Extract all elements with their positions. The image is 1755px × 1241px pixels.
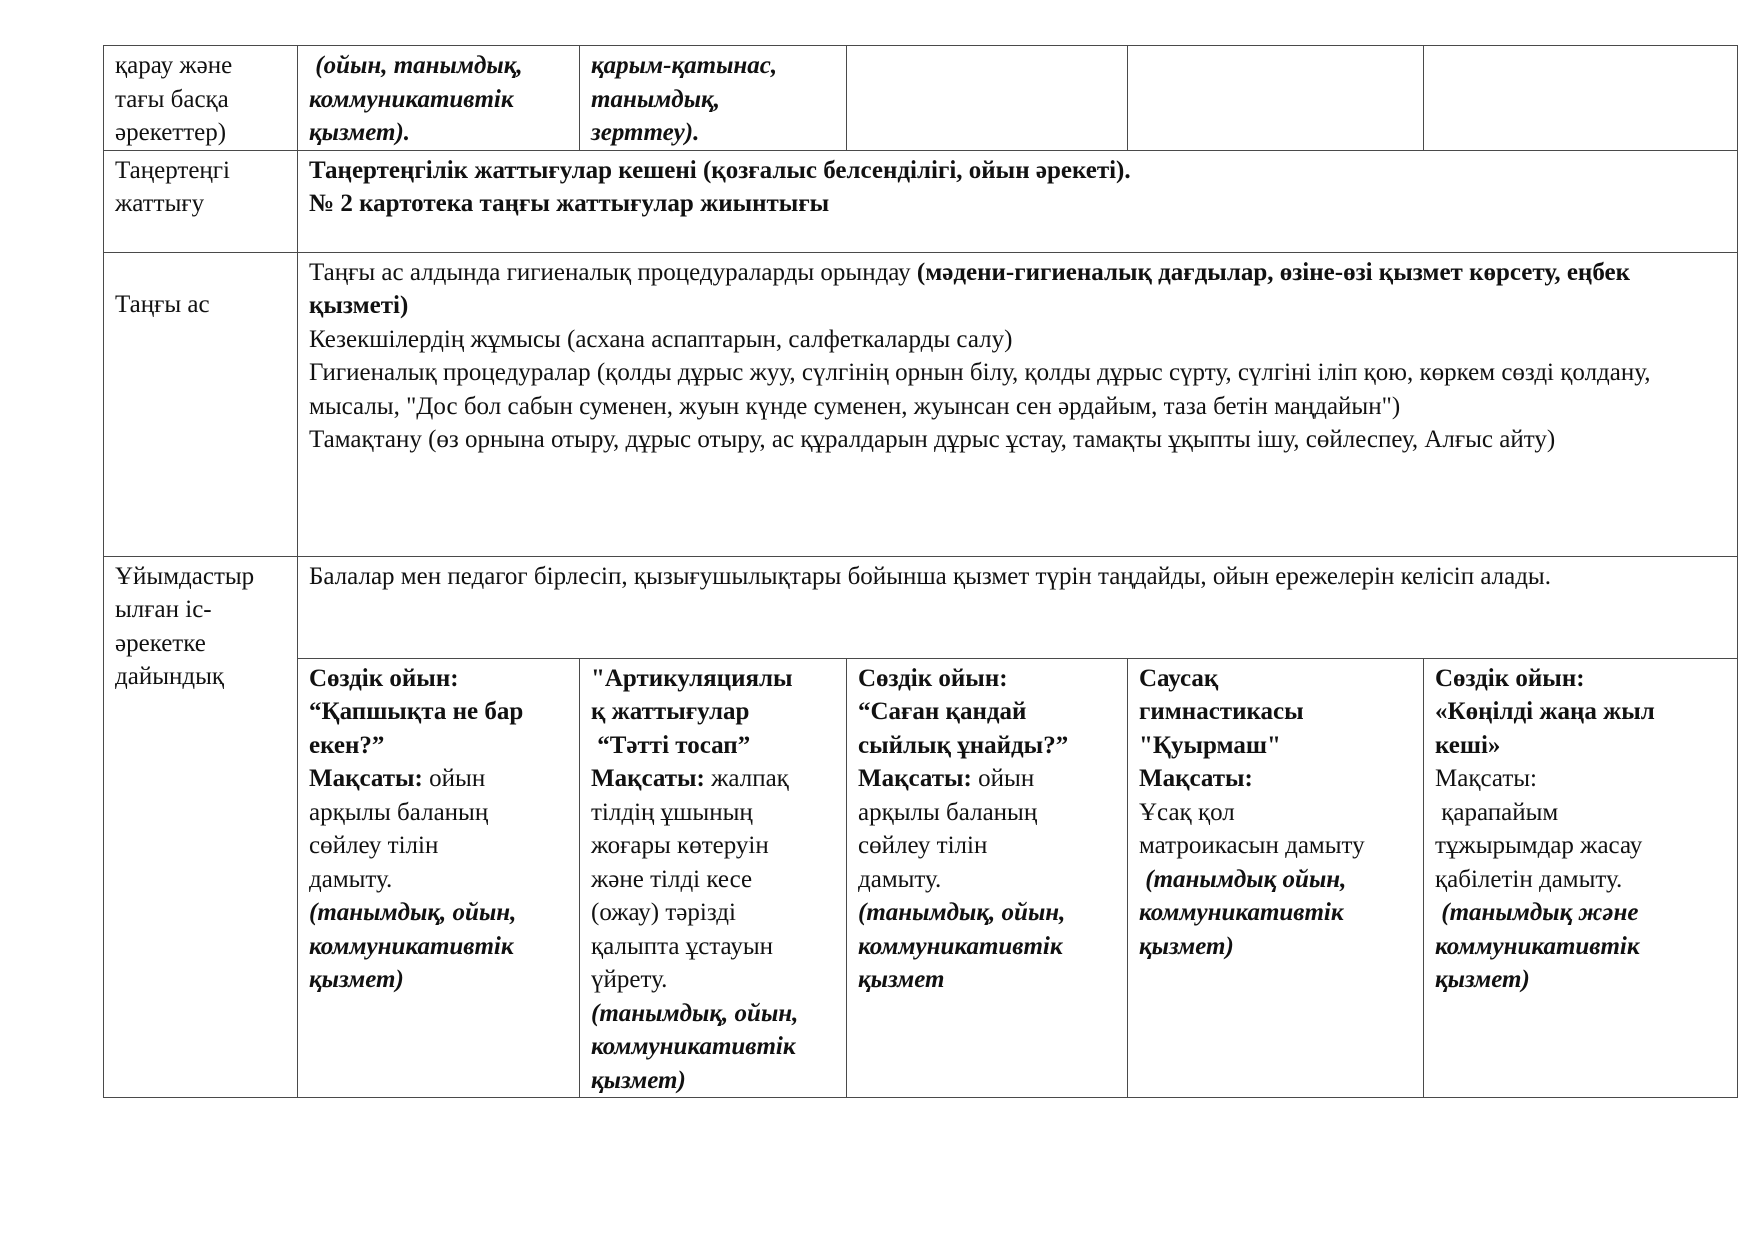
aim-line: үйрету. bbox=[591, 966, 668, 993]
activity-tag-line: коммуникативтік bbox=[858, 932, 1063, 960]
activity-tag-line: қызмет) bbox=[309, 966, 404, 993]
game-title-line: "Артикуляциялы bbox=[591, 664, 793, 692]
game-title-line: Сөздік ойын: bbox=[858, 664, 1008, 692]
aim-line: қабілетін дамыту. bbox=[1435, 865, 1623, 893]
day-cell-4 bbox=[1128, 658, 1424, 1098]
activity-line: зерттеу). bbox=[591, 119, 700, 146]
aim-line bbox=[858, 762, 1116, 796]
label-line: дайындық bbox=[115, 663, 225, 690]
activity-cell-2 bbox=[580, 46, 847, 151]
activity-line: коммуникативтік bbox=[309, 85, 514, 113]
label-line: әрекеттер) bbox=[115, 119, 227, 146]
aim-line: және тілді кесе bbox=[591, 865, 753, 893]
label-line: Ұйымдастыр bbox=[115, 562, 255, 590]
activity-cell-1 bbox=[298, 46, 580, 151]
aim-line: жоғары көтеруін bbox=[591, 832, 769, 859]
exercise-complex-text: Таңертеңгілік жаттығулар кешені (қозғалыс белсенділігі, ойын әрекеті). bbox=[309, 156, 1131, 184]
row-label-organized-activity bbox=[104, 556, 298, 1098]
activity-tag-line: қызмет) bbox=[1139, 932, 1234, 960]
activity-tag-line: қызмет) bbox=[1435, 966, 1530, 993]
game-title-line: гимнастикасы bbox=[1139, 698, 1304, 725]
hygiene-skills-text: (мәдени-гигиеналық дағдылар, өзіне-өзі қызмет көрсету, еңбек қызметі) bbox=[309, 258, 1631, 319]
hygiene-procedures-text: Гигиеналық процедуралар (қолды дұрыс жуу, сүлгінің орнын білу, қолды дұрыс сүрту, сүлгіні іліп қою, көркем сөзді қолдану, мысалы, "Дос бол сабын суменен, жуын күнде суменен, жуынсан сен әрдайым, таза бетін маңдайын") bbox=[309, 359, 1651, 420]
aim-line: Ұсақ қол bbox=[1139, 798, 1235, 826]
aim-label: Мақсаты: bbox=[591, 765, 705, 792]
aim-line: тұжырымдар жасау bbox=[1435, 832, 1643, 859]
activity-tag-line: (танымдық, ойын, bbox=[591, 999, 799, 1027]
row-label-activities bbox=[104, 46, 298, 151]
breakfast-content bbox=[298, 252, 1738, 556]
game-title-line: Сөздік ойын: bbox=[309, 664, 459, 692]
game-title-line: Саусақ bbox=[1139, 664, 1219, 692]
activity-tag-line: коммуникативтік bbox=[309, 932, 514, 960]
activity-tag-line: коммуникативтік bbox=[1435, 932, 1640, 960]
activity-line: (ойын, танымдық, bbox=[309, 52, 523, 79]
label-line: жаттығу bbox=[115, 190, 205, 217]
aim-line bbox=[591, 762, 835, 796]
aim-label: Мақсаты: bbox=[858, 765, 972, 792]
row-activities-continued bbox=[104, 46, 1738, 151]
day-cell-5 bbox=[1424, 658, 1738, 1098]
aim-label: Мақсаты: bbox=[1139, 765, 1253, 792]
activity-cell-3 bbox=[847, 46, 1128, 151]
day-cell-1 bbox=[298, 658, 580, 1098]
aim-line: арқылы баланың bbox=[309, 798, 489, 826]
activity-tag-line: коммуникативтік bbox=[1139, 899, 1344, 926]
activity-tag-line: коммуникативтік bbox=[591, 1033, 796, 1060]
activity-tag-line: қызмет bbox=[858, 966, 945, 993]
aim-line bbox=[309, 762, 568, 796]
aim-line: дамыту. bbox=[858, 865, 942, 893]
game-title-line: “Тәтті тосап” bbox=[591, 731, 751, 759]
hygiene-before-breakfast bbox=[309, 256, 1726, 323]
intro-text: Балалар мен педагог бірлесіп, қызығушылықтары бойынша қызмет түрін таңдайды, ойын ережелерін келісіп алады. bbox=[309, 562, 1551, 590]
aim-line: дамыту. bbox=[309, 865, 393, 893]
row-breakfast bbox=[104, 252, 1738, 556]
day-cell-3 bbox=[847, 658, 1128, 1098]
label-line: ылған іс- bbox=[115, 596, 212, 623]
label-line: тағы басқа bbox=[115, 85, 229, 113]
game-title-line: қ жаттығулар bbox=[591, 698, 750, 725]
duty-text: Кезекшілердің жұмысы (асхана аспаптарын, салфеткаларды салу) bbox=[309, 325, 1013, 353]
day-cell-2 bbox=[580, 658, 847, 1098]
aim-line: сөйлеу тілін bbox=[309, 832, 439, 859]
morning-exercise-content bbox=[298, 150, 1738, 252]
game-title-line: сыйлық ұнайды?” bbox=[858, 731, 1069, 759]
activity-cell-5 bbox=[1424, 46, 1738, 151]
activity-line: қарым-қатынас, bbox=[591, 52, 778, 79]
label-line: қарау және bbox=[115, 52, 233, 79]
game-title-line: кеші» bbox=[1435, 731, 1501, 759]
label-line: әрекетке bbox=[115, 629, 206, 657]
daily-plan-table bbox=[103, 45, 1738, 1098]
aim-text: ойын bbox=[422, 765, 486, 792]
aim-line: сөйлеу тілін bbox=[858, 832, 988, 859]
activity-line: танымдық, bbox=[591, 85, 720, 113]
activity-tag-line: қызмет) bbox=[591, 1066, 686, 1094]
eating-text: Тамақтану (өз орнына отыру, дұрыс отыру, ас құралдарын дұрыс ұстау, тамақты ұқыпты ішу, сөйлеспеу, Алғыс айту) bbox=[309, 426, 1556, 453]
row-morning-exercise bbox=[104, 150, 1738, 252]
organized-activity-intro bbox=[298, 556, 1738, 658]
aim-line: тілдің ұшының bbox=[591, 798, 753, 826]
row-organized-activity-intro bbox=[104, 556, 1738, 658]
game-title-line: “Саған қандай bbox=[858, 698, 1027, 725]
game-title-line: Сөздік ойын: bbox=[1435, 664, 1585, 692]
aim-line: арқылы баланың bbox=[858, 798, 1038, 826]
aim-line: қалыпта ұстауын bbox=[591, 932, 774, 960]
aim-line: Мақсаты: bbox=[1435, 765, 1537, 792]
row-label-breakfast bbox=[104, 252, 298, 556]
game-title-line: екен?” bbox=[309, 731, 385, 759]
activity-cell-4 bbox=[1128, 46, 1424, 151]
hygiene-text: Таңғы ас алдында гигиеналық процедураларды орындау bbox=[309, 258, 917, 286]
activity-tag-line: (танымдық, ойын, bbox=[309, 899, 517, 926]
aim-line: қарапайым bbox=[1435, 798, 1559, 826]
game-title-line: "Қуырмаш" bbox=[1139, 731, 1281, 759]
activity-tag-line: (танымдық және bbox=[1435, 899, 1639, 926]
activity-line: қызмет). bbox=[309, 119, 411, 146]
game-title-line: «Көңілді жаңа жыл bbox=[1435, 698, 1655, 725]
row-label-morning-exercise bbox=[104, 150, 298, 252]
row-organized-activity-days bbox=[104, 658, 1738, 1098]
label-line: Таңертеңгі bbox=[115, 156, 230, 184]
aim-line: (ожау) тәрізді bbox=[591, 899, 736, 926]
aim-label: Мақсаты: bbox=[309, 765, 423, 792]
aim-text: ойын bbox=[971, 765, 1035, 792]
aim-line: матроикасын дамыту bbox=[1139, 832, 1365, 859]
exercise-card-text: № 2 картотека таңғы жаттығулар жиынтығы bbox=[309, 190, 830, 217]
aim-text: жалпақ bbox=[704, 765, 789, 792]
game-title-line: “Қапшықта не бар bbox=[309, 698, 524, 725]
activity-tag-line: (танымдық, ойын, bbox=[858, 899, 1066, 926]
label-text: Таңғы ас bbox=[115, 290, 210, 318]
activity-tag-line: (танымдық ойын, bbox=[1139, 865, 1347, 893]
